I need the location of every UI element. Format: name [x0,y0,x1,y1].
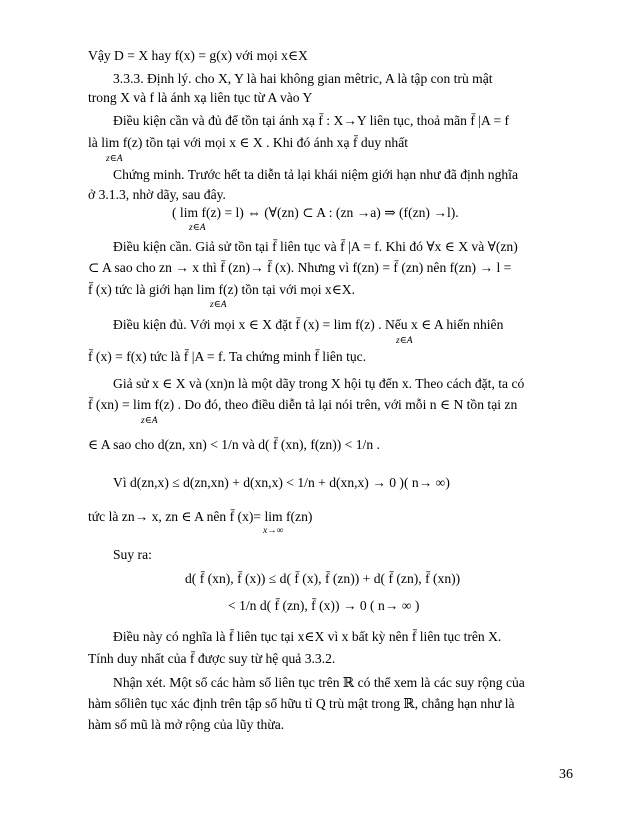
text-line: Giả sử x ∈ X và (xn)n là một dãy trong X hội tụ đến x. Theo cách đặt, ta có [113,376,525,391]
text-line: ∈ A sao cho d(zn, xn) < 1/n và d( f̄ (xn), f(zn)) < 1/n . [88,437,380,452]
text-line: ⊂ A sao cho zn → x thì f̄ (zn)→ f̄ (x). Nhưng vì f(zn) = f̄ (zn) nên f(zn) → l = [88,260,512,275]
formula-line: < 1/n d( f̄ (zn), f̄ (x)) → 0 ( n→ ∞ ) [228,598,420,613]
text-line: f̄ (x) tức là giới hạn lim f(z) tồn tại với mọi x∈X. [88,282,355,297]
text-line: ở 3.1.3, nhờ dãy, sau đây. [88,187,226,202]
text-line: là lim f(z) tồn tại với mọi x ∈ X . Khi đó ánh xạ f̄ duy nhất [88,135,409,150]
text-line: hàm sốliên tục xác định trên tập số hữu tỉ Q trù mật trong ℝ, chẳng hạn như là [88,696,515,711]
limit-subscript: z∈A [396,336,413,346]
limit-subscript: x→∞ [263,526,284,536]
text-line: tức là zn→ x, zn ∈ A nên f̄ (x)= lim f(zn) [88,509,313,524]
theorem-heading: 3.3.3. Định lý. cho X, Y là hai không gian mêtric, A là tập con trù mật [113,71,493,86]
limit-subscript: z∈A [210,300,227,310]
text-line: Vì d(zn,x) ≤ d(zn,xn) + d(xn,x) < 1/n + d(xn,x) → 0 )( n→ ∞) [113,475,450,490]
remark-line: Nhận xét. Một số các hàm số liên tục trên ℝ có thể xem là các suy rộng của [113,675,525,690]
text-line: f̄ (x) = f(x) tức là f̄ |A = f. Ta chứng minh f̄ liên tục. [88,349,367,364]
formula-line: ( lim f(z) = l) ⇔ (∀(zn) ⊂ A : (zn →a) ⇒ (f(zn) →l). [172,205,459,220]
text-line: Tính duy nhất của f̄ được suy từ hệ quả 3.3.2. [88,651,336,666]
text-line: Vậy D = X hay f(x) = g(x) với mọi x∈X [88,48,308,63]
text-line: trong X và f là ánh xạ liên tục từ A vào Y [88,90,313,105]
limit-subscript: z∈A [141,416,158,426]
text-line: hàm số mũ là mở rộng của lũy thừa. [88,717,285,732]
text-line: Điều kiện cần. Giả sử tồn tại f̄ liên tục và f̄ |A = f. Khi đó ∀x ∈ X và ∀(zn) [113,239,518,254]
text-line: Điều này có nghĩa là f̄ liên tục tại x∈X vì x bất kỳ nên f̄ liên tục trên X. [113,629,502,644]
formula-line: d( f̄ (xn), f̄ (x)) ≤ d( f̄ (x), f̄ (zn)) + d( f̄ (zn), f̄ (xn)) [185,571,461,586]
text-line: Suy ra: [113,547,152,562]
text-line: Điều kiện cần và đủ để tồn tại ánh xạ f̄ : X→Y liên tục, thoả mãn f̄ |A = f [113,113,510,128]
text-line: Điều kiện đủ. Với mọi x ∈ X đặt f̄ (x) = lim f(z) . Nếu x ∈ A hiển nhiên [113,317,504,332]
page-number: 36 [559,767,573,782]
limit-subscript: z∈A [189,223,206,233]
limit-subscript: z∈A [106,154,123,164]
proof-heading: Chứng minh. Trước hết ta diễn tả lại khái niệm giới hạn như đã định nghĩa [113,167,518,182]
text-line: f̄ (xn) = lim f(z) . Do đó, theo điều diễn tả lại nói trên, với mỗi n ∈ N tồn tại zn [88,397,518,412]
